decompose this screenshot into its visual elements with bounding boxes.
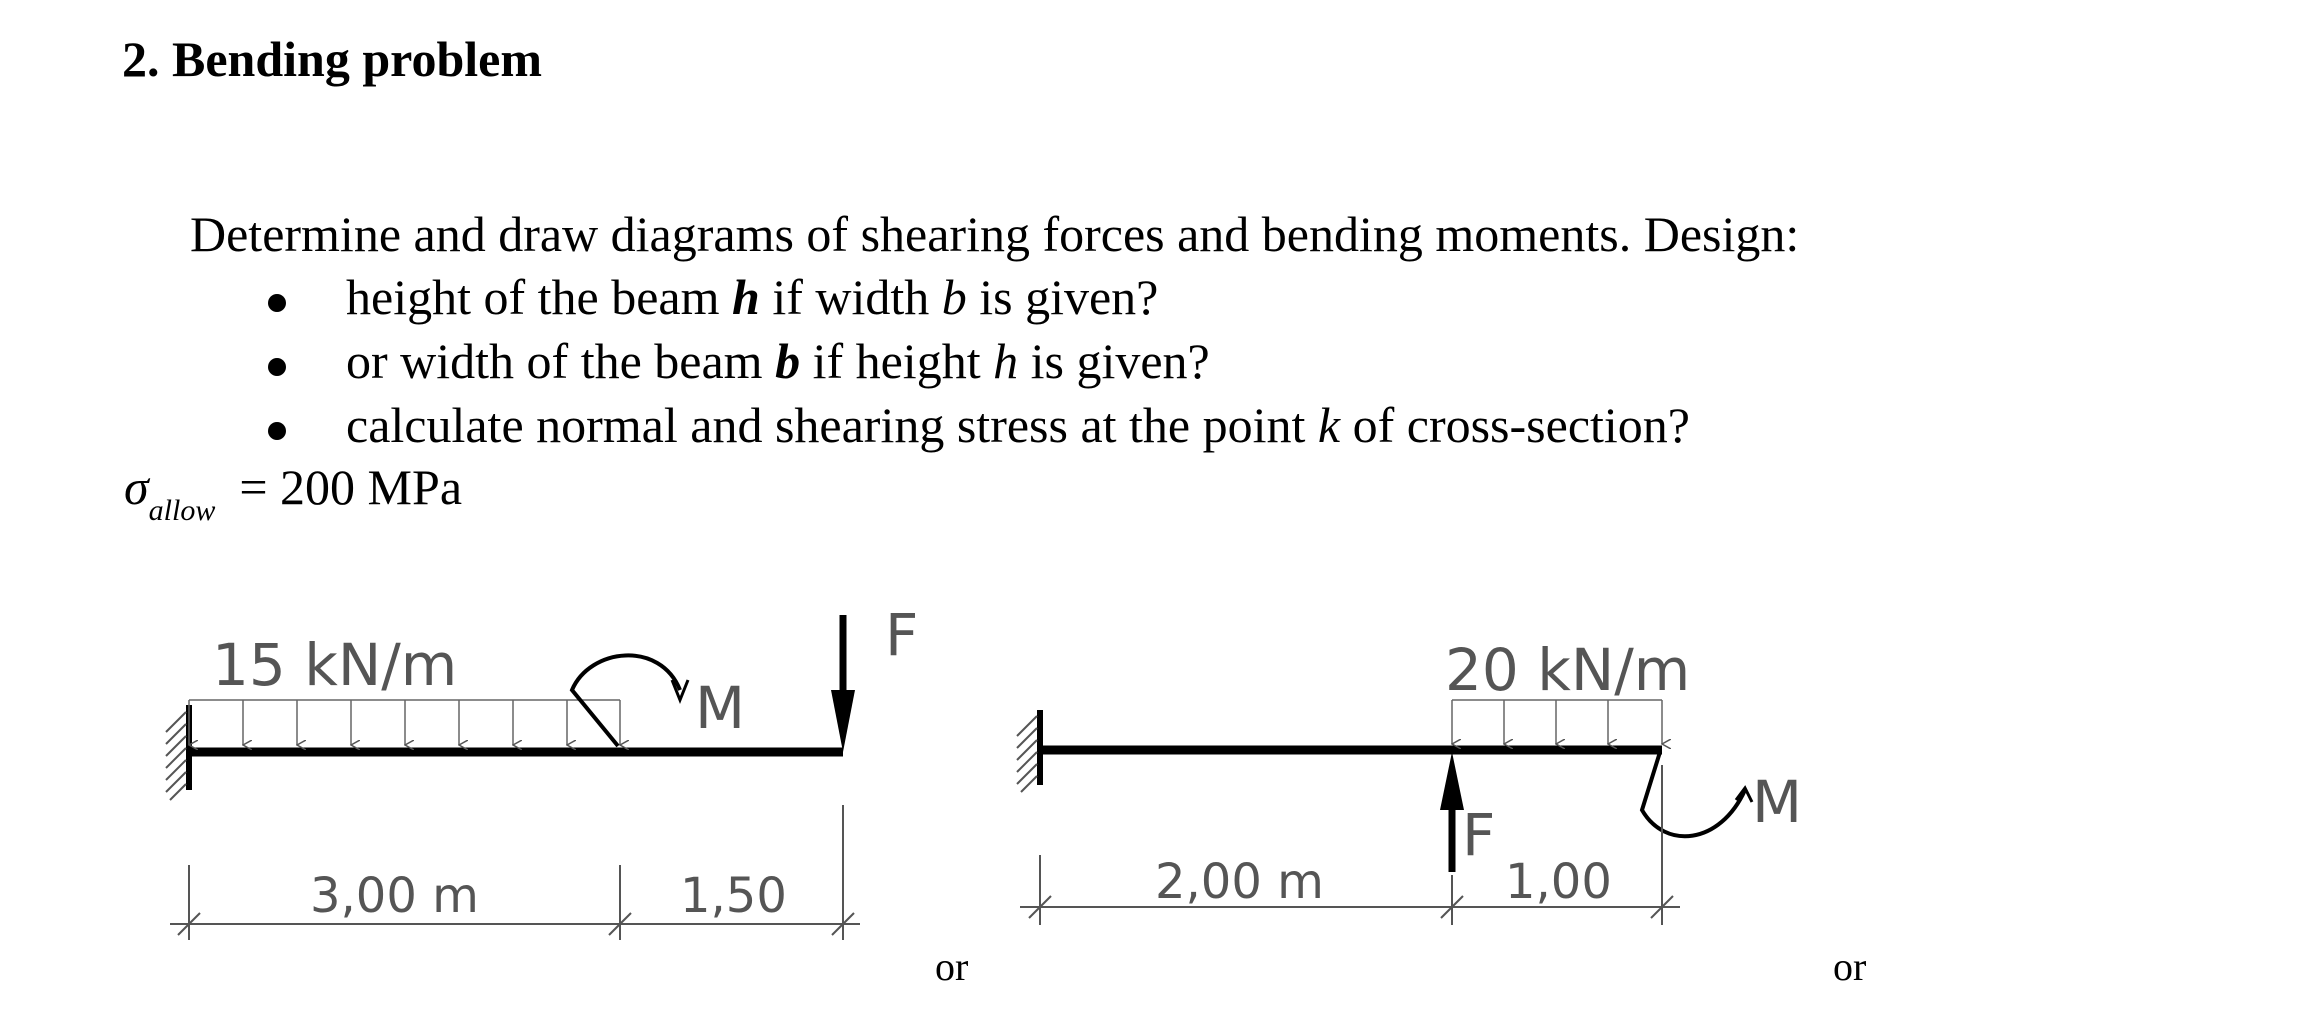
right-moment-label: M: [1752, 768, 1803, 836]
right-dimension-label-2: 1,00: [1505, 854, 1612, 910]
task-text: height of the beam h if width b is given?: [346, 269, 1159, 325]
problem-heading: 2. Bending problem: [122, 31, 542, 87]
left-dimension-label-1: 3,00 m: [310, 868, 479, 924]
task-text: or width of the beam b if height h is given?: [346, 333, 1210, 389]
left-fixed-support-icon: [166, 705, 189, 800]
sigma-symbol: σ: [124, 459, 149, 515]
left-load-label: 15 kN/m: [212, 631, 458, 699]
left-dimension-label-2: 1,50: [680, 868, 787, 924]
or-label-2: or: [1833, 944, 1867, 989]
left-beam-figure: [166, 601, 918, 940]
left-moment-label: M: [695, 674, 746, 742]
problem-statement: Determine and draw diagrams of shearing forces and bending moments. Design:: [190, 206, 1800, 262]
or-label-1: or: [935, 944, 969, 989]
right-force-label: F: [1462, 801, 1496, 869]
right-force-arrow-icon: [1440, 752, 1464, 872]
right-distributed-load: [1452, 700, 1662, 744]
sigma-subscript: allow: [148, 494, 216, 527]
left-distributed-load: [189, 700, 620, 745]
right-moment-icon: [1642, 752, 1752, 836]
right-beam-figure: [1017, 636, 1802, 925]
right-fixed-support-icon: [1017, 710, 1040, 792]
right-dimension-label-1: 2,00 m: [1155, 854, 1324, 910]
task-text: calculate normal and shearing stress at the point k of cross-section?: [346, 397, 1690, 453]
left-force-arrow-icon: [831, 615, 855, 752]
left-force-label: F: [885, 601, 919, 669]
allowable-value: = 200 MPa: [239, 459, 463, 515]
right-load-label: 20 kN/m: [1445, 636, 1691, 704]
